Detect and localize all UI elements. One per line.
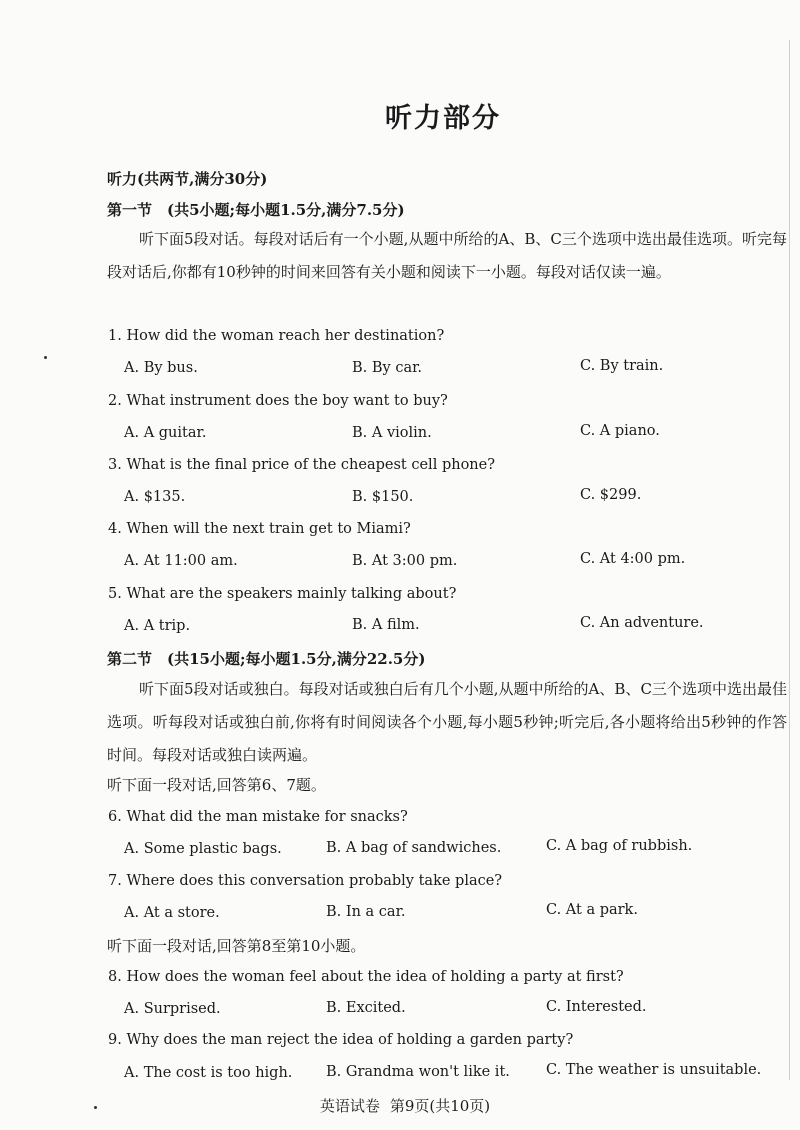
question-6: 6. What did the man mistake for snacks? xyxy=(108,809,408,825)
question-9: 9. Why does the man reject the idea of holding a garden party? xyxy=(108,1032,574,1048)
scan-speck xyxy=(44,356,47,359)
q6-option-c: C. A bag of rubbish. xyxy=(546,838,693,854)
q4-option-b: B. At 3:00 pm. xyxy=(352,553,458,569)
q8-option-c: C. Interested. xyxy=(546,999,647,1015)
q7-option-b: B. In a car. xyxy=(326,904,406,920)
page-edge-line xyxy=(789,40,790,1080)
q9-option-b: B. Grandma won't like it. xyxy=(326,1064,510,1080)
q2-option-b: B. A violin. xyxy=(352,425,432,441)
q5-option-b: B. A film. xyxy=(352,617,420,633)
q8-option-a: A. Surprised. xyxy=(124,1001,221,1017)
q2-option-a: A. A guitar. xyxy=(124,425,207,441)
q1-option-a: A. By bus. xyxy=(124,360,198,376)
question-8: 8. How does the woman feel about the idea of holding a party at first? xyxy=(108,969,624,985)
q6-option-b: B. A bag of sandwiches. xyxy=(326,840,502,856)
page-footer xyxy=(0,1095,800,1116)
section2-instructions: 听下面5段对话或独白。每段对话或独白后有几个小题,从题中所给的A、B、C三个选项中选出最佳选项。听每段对话或独白前,你将有时间阅读各个小题,每小题5秒钟;听完后,各小题将给出5秒钟的作答时间。每段对话或独白读两遍。 xyxy=(107,680,787,764)
q8-option-b: B. Excited. xyxy=(326,1000,406,1016)
q3-option-c: C. $299. xyxy=(580,487,642,503)
q7-option-c: C. At a park. xyxy=(546,902,638,918)
q7-option-a: A. At a store. xyxy=(124,905,220,921)
q5-option-c: C. An adventure. xyxy=(580,615,704,631)
q2-option-c: C. A piano. xyxy=(580,423,660,439)
q9-option-c: C. The weather is unsuitable. xyxy=(546,1062,762,1078)
q4-option-a: A. At 11:00 am. xyxy=(124,553,238,569)
footer-subject: 英语试卷 xyxy=(319,1097,380,1115)
section1-heading: 第一节 (共5小题;每小题1.5分,满分7.5分) xyxy=(107,201,405,219)
q1-option-c: C. By train. xyxy=(580,358,664,374)
q5-option-a: A. A trip. xyxy=(124,618,191,634)
question-4: 4. When will the next train get to Miami? xyxy=(108,521,411,537)
section2-heading: 第二节 (共15小题;每小题1.5分,满分22.5分) xyxy=(107,650,426,668)
prompt-q6-7: 听下面一段对话,回答第6、7题。 xyxy=(107,776,326,794)
q1-option-b: B. By car. xyxy=(352,360,423,376)
footer-page-number: 第9页(共10页) xyxy=(389,1097,491,1115)
prompt-q8-10: 听下面一段对话,回答第8至第10小题。 xyxy=(107,937,366,955)
listening-header: 听力(共两节,满分30分) xyxy=(107,170,268,188)
q3-option-a: A. $135. xyxy=(124,489,186,505)
question-2: 2. What instrument does the boy want to buy? xyxy=(108,393,448,409)
q3-option-b: B. $150. xyxy=(352,489,414,505)
question-5: 5. What are the speakers mainly talking about? xyxy=(108,586,457,602)
section1-instructions: 听下面5段对话。每段对话后有一个小题,从题中所给的A、B、C三个选项中选出最佳选项。听完每段对话后,你都有10秒钟的时间来回答有关小题和阅读下一小题。每段对话仅读一遍。 xyxy=(107,230,787,281)
page-title: 听力部分 xyxy=(385,103,501,134)
q6-option-a: A. Some plastic bags. xyxy=(124,841,282,857)
question-3: 3. What is the final price of the cheapest cell phone? xyxy=(108,457,495,473)
question-7: 7. Where does this conversation probably take place? xyxy=(108,873,503,889)
q4-option-c: C. At 4:00 pm. xyxy=(580,551,686,567)
question-1: 1. How did the woman reach her destination? xyxy=(108,328,445,344)
q9-option-a: A. The cost is too high. xyxy=(124,1065,293,1081)
